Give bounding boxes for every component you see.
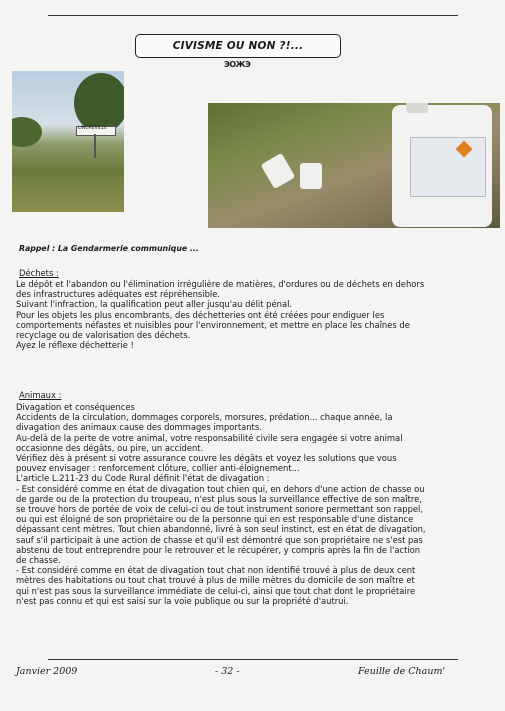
- animaux-paragraph: [16, 402, 448, 606]
- animaux-line: se trouve hors de portée de voix de celui-ci ou de tout instrument sonore permettant son rappel,: [16, 504, 424, 515]
- dechets-line: des infrastructures adéquates est répréhensible.: [16, 289, 221, 300]
- small-container-1: [261, 153, 296, 189]
- animaux-line: de chasse.: [16, 555, 61, 566]
- dechets-line: Le dépôt et l'abandon ou l'élimination irrégulière de matières, d'ordures ou de déchets en dehors: [16, 279, 425, 289]
- dumped-containers-photo: [208, 103, 500, 228]
- top-rule: [48, 15, 458, 16]
- dechets-heading: Déchets :: [19, 268, 59, 278]
- animaux-line: - Est considéré comme en état de divagation tout chat non identifié trouvé à plus de deux cent: [16, 565, 416, 576]
- dechets-line: recyclage ou de valorisation des déchets.: [16, 330, 191, 341]
- container-cap: [406, 103, 428, 113]
- tree-shape: [74, 73, 124, 133]
- road-sign: [76, 126, 116, 136]
- dechets-line: comportements néfastes et nuisibles pour l'environnement, et mettre en place les chaînes de: [16, 319, 410, 330]
- animaux-line: de garde ou de la protection du troupeau, n'est plus sous la surveillance effective de son maître,: [16, 493, 422, 504]
- title-ornament: ЭOЖЭ: [224, 60, 251, 69]
- sign-post: [94, 134, 96, 158]
- article-title: CIVISME OU NON ?!...: [135, 34, 341, 58]
- animaux-line: Vérifiez dès à présent si votre assurance couvre les dégâts et voyez les solutions que vous: [16, 453, 397, 464]
- animaux-line: ou qui est éloigné de son propriétaire ou de la personne qui en est responsable d'une distance: [16, 514, 414, 525]
- animaux-line: dépassant cent mètres. Tout chien abandonné, livré à son seul instinct, est en état de divagation,: [16, 524, 426, 535]
- animaux-line: sauf s'il participait à une action de chasse et qu'il est démontré que son propriétaire ne s'est pas: [16, 534, 423, 545]
- animaux-line: abstenu de tout entreprendre pour le retrouver et le récupérer, y compris après la fin de l'action: [16, 544, 421, 555]
- small-container-2: [300, 163, 322, 189]
- footer-date: Janvier 2009: [16, 666, 78, 677]
- footer-publication: Feuille de Chaum': [358, 666, 446, 677]
- dechets-line: Suivant l'infraction, la qualification peut aller jusqu'au délit pénal.: [16, 299, 293, 310]
- animaux-line: Accidents de la circulation, dommages corporels, morsures, prédation... chaque année, la: [16, 412, 393, 423]
- animaux-line: mètres des habitations ou tout chat trouvé à plus de mille mètres du domicile de son maître et: [16, 575, 415, 586]
- animaux-line: Divagation et conséquences: [16, 402, 135, 412]
- animaux-line: qui n'est pas sous la surveillance immédiate de celui-ci, ainsi que tout chat dont le propriétaire: [16, 585, 416, 596]
- animaux-line: - Est considéré comme en état de divagation tout chien qui, en dehors d'une action de chasse ou: [16, 483, 425, 494]
- animaux-line: n'est pas connu et qui est saisi sur la voie publique ou sur la propriété d'autrui.: [16, 595, 349, 606]
- animaux-line: pouvez envisager : renforcement clôture, collier anti-éloignement...: [16, 463, 300, 474]
- road-sign-photo: [12, 71, 124, 212]
- dechets-line: Pour les objets les plus encombrants, des déchetteries ont été créées pour endiguer les: [16, 309, 385, 320]
- animaux-line: occasionne des dégâts, ou pire, un accident.: [16, 442, 204, 453]
- animaux-line: divagation des animaux cause des dommages importants.: [16, 422, 262, 433]
- bush-shape: [12, 117, 42, 147]
- footer-page-number: - 32 -: [215, 666, 240, 677]
- dechets-line: Ayez le réflexe déchetterie !: [16, 340, 134, 351]
- footer-rule: [48, 659, 458, 660]
- container-label: [410, 137, 486, 197]
- animaux-line: L'article L.211-23 du Code Rural définit l'état de divagation :: [16, 473, 270, 484]
- animaux-line: Au-delà de la perte de votre animal, votre responsabilité civile sera engagée si votre animal: [16, 432, 403, 443]
- intro-line: Rappel : La Gendarmerie communique ...: [19, 244, 199, 253]
- animaux-heading: Animaux :: [19, 390, 62, 400]
- dechets-paragraph: [16, 279, 448, 350]
- road-sign-text: LINGREVILLE: [78, 126, 107, 131]
